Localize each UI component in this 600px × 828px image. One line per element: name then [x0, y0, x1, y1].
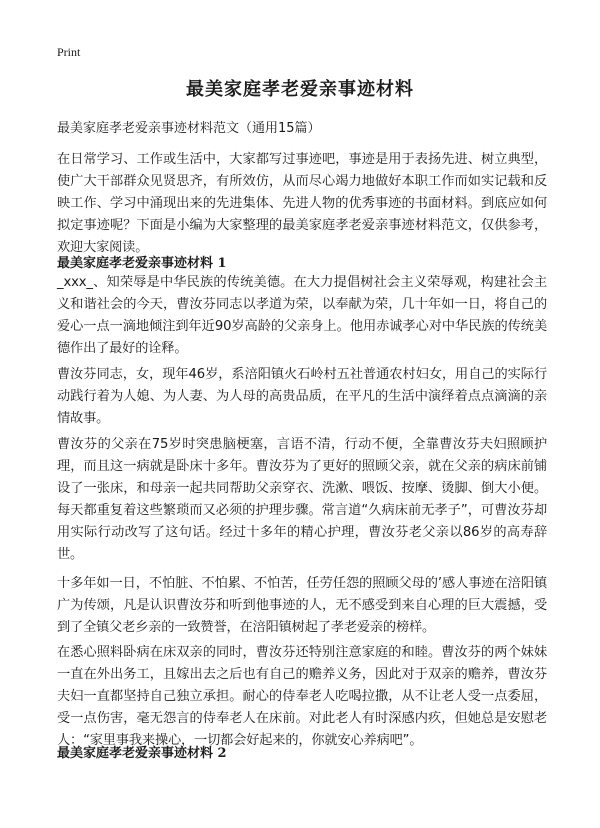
document-subtitle: 最美家庭孝老爱亲事迹材料范文（通用15篇） [57, 121, 321, 136]
paragraph: _xxx_、知荣辱是中华民族的传统美德。在大力提倡树社会主义荣辱观，构建社会主义和谐社会的今天，曹汝芬同志以孝道为荣，以奉献为荣，几十年如一日，将自己的爱心一点一滴地倾注到年近90岁高龄的父亲身上。他用赤诚孝心对中华民族的传统美德作出了最好的诠释。 [57, 275, 547, 356]
paragraph: 十多年如一日，不怕脏、不怕累、不怕苦，任劳任怨的照顾父母的’感人事迹在涪阳镇广为传颂，凡是认识曹汝芬和听到他事迹的人，无不感受到来自心理的巨大震撼，受到了全镇父老乡亲的一致赞誉，在涪阳镇树起了孝老爱亲的榜样。 [57, 576, 547, 635]
paragraph: 曹汝芬的父亲在75岁时突患脑梗塞，言语不清，行动不便，全靠曹汝芬夫妇照顾护理，而且这一病就是卧床十多年。曹汝芬为了更好的照顾父亲，就在父亲的病床前铺设了一张床，和母亲一起共同帮助父亲穿衣、洗漱、喂饭、按摩、烫脚、倒大小便。每天都重复着这些繁琐而又必须的护理步骤。常言道“久病床前无孝子”，可曹汝芬却用实际行动改写了这句话。经过十多年的精心护理，曹汝芬老父亲以86岁的高寿辞世。 [57, 437, 547, 562]
section-heading: 最美家庭孝老爱亲事迹材料 2 [57, 746, 227, 761]
paragraph: 曹汝芬同志，女，现年46岁，系涪阳镇火石岭村五社普通农村妇女，用自己的实际行动践行着为人媳、为人妻、为人母的高贵品质，在平凡的生活中演绎着点点滴滴的亲情故事。 [57, 367, 547, 426]
page-title: 最美家庭孝老爱亲事迹材料 [186, 79, 414, 100]
print-link[interactable]: Print [57, 45, 81, 59]
paragraph: 在悉心照料卧病在床双亲的同时，曹汝芬还特别注意家庭的和睦。曹汝芬的两个妹妹一直在外出务工，且嫁出去之后也有自己的赡养义务，因此对于双亲的赡养，曹汝芬夫妇一直都坚持自己独立承担。耐心的侍奉老人吃喝拉撒，从不让老人受一点委屈，受一点伤害，毫无怨言的侍奉老人在床前。对此老人有时深感内疚，但她总是安慰老人：“家里事我来操心，一切都会好起来的，你就安心养病吧”。 [57, 645, 547, 748]
intro-paragraph: 在日常学习、工作或生活中，大家都写过事迹吧，事迹是用于表扬先进、树立典型，使广大干部群众见贤思齐，有所效仿，从而尽心竭力地做好本职工作而如实记载和反映工作、学习中涌现出来的先进集体、先进人物的优秀事迹的书面材料。到底应如何拟定事迹呢？下面是小编为大家整理的最美家庭孝老爱亲事迹材料范文，仅供参考，欢迎大家阅读。 [57, 152, 547, 255]
section-heading: 最美家庭孝老爱亲事迹材料 1 [57, 256, 227, 271]
